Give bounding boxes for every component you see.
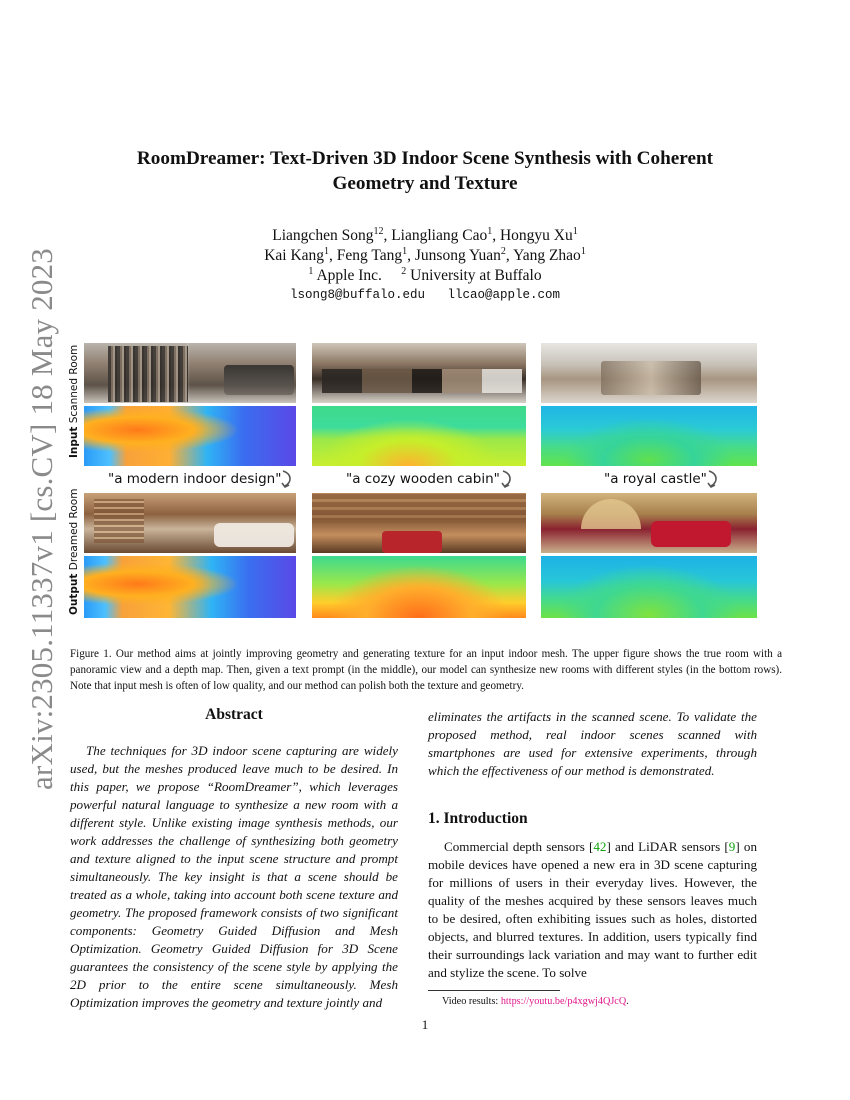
paper-title: [80, 146, 770, 196]
abstract-text: The techniques for 3D indoor scene capturing are widely used, but the meshes produced leave much to be desired. In this paper, we propose “RoomDreamer”, which leverages powerful natural language to synthesize a new room with a different style. Unlike existing image synthesis methods, our work addresses the challenge of synthesizing both geometry and texture aligned to the input scene structure and prompt simultaneously. The key insight is that a scene should be treated as a whole, taking into account both scene texture and geometry. The proposed framework consists of two significant components: Geometry Guided Diffusion and Mesh Optimization. Geometry Guided Diffusion for 3D Scene guarantees the consistency of the scene style by applying the 2D prior to the entire scene simultaneously. Mesh Optimization improves the geometry and texture jointly and: [70, 743, 398, 1010]
author-name: Liangliang Cao: [391, 227, 488, 244]
abstract-continuation: eliminates the artifacts in the scanned scene. To validate the proposed method, real indoor scenes scanned with smartphones are used for extensive experiments, through which the effectiveness of our method is demonstrated.: [428, 709, 757, 778]
figure-1: [66, 340, 766, 620]
affiliation-name: University at Buffalo: [410, 267, 542, 284]
input-depth-map-castle: [541, 406, 757, 466]
author-name: Yang Zhao: [513, 247, 581, 264]
input-depth-map-cabin: [312, 406, 526, 466]
title-line-1: RoomDreamer: Text-Driven 3D Indoor Scene Synthesis with Coherent: [136, 148, 714, 169]
intro-text-part: Commercial depth sensors [: [444, 839, 594, 854]
author-name: Hongyu Xu: [499, 227, 573, 244]
author-line-2: Kai Kang$^1$, Feng Tang$^1$, Junsong Yuan$^2$, Yang Zhao$^1$: [264, 245, 586, 264]
footnote-end: .: [626, 996, 629, 1007]
input-label-rest: Scanned Room: [68, 344, 80, 427]
affiliation-number: 2: [401, 265, 407, 277]
author-name: Liangchen Song: [272, 227, 374, 244]
output-depth-map-castle: [541, 556, 757, 618]
author-affiliation-mark: 12: [373, 225, 384, 237]
input-row-label: [68, 345, 80, 458]
introduction-paragraph: [428, 838, 757, 982]
title-line-2: Geometry and Texture: [332, 173, 518, 194]
input-label-bold: Input: [68, 426, 80, 458]
prompt-modern: "a modern indoor design": [108, 471, 282, 487]
right-column: [428, 708, 757, 1009]
author-name: Kai Kang: [264, 247, 325, 264]
output-row-label: [68, 489, 80, 615]
affiliation-number: 1: [308, 265, 314, 277]
scanned-room-image-modern: [84, 343, 296, 403]
author-affiliation-mark: 1: [402, 245, 408, 257]
output-label-bold: Output: [68, 573, 80, 615]
scanned-room-image-castle: [541, 343, 757, 403]
affiliation-line: [80, 266, 770, 286]
citation-link[interactable]: 9: [728, 839, 736, 854]
author-affiliation-mark: 1: [580, 245, 586, 257]
dreamed-room-image-castle: [541, 493, 757, 553]
introduction-heading: 1. Introduction: [428, 810, 528, 827]
output-depth-map-modern: [84, 556, 296, 618]
author-line-1: Liangchen Song$^{12}$, Liangliang Cao$^1$, Hongyu Xu$^1$: [272, 225, 578, 244]
left-column: [70, 706, 398, 1012]
page-number: 1: [421, 1017, 429, 1032]
dreamed-room-image-cabin: [312, 493, 526, 553]
curved-arrow-icon: [500, 470, 514, 490]
video-results-link[interactable]: https://youtu.be/p4xgwj4QJcQ: [500, 996, 627, 1007]
affiliation-name: Apple Inc.: [316, 267, 382, 284]
abstract-heading: Abstract: [205, 706, 263, 723]
intro-text-part: ] on mobile devices have opened a new era in 3D scene capturing for millions of users in their everyday lives. However, the quality of the meshes acquired by these sensors leaves much to be desired, often exhibiting issues such as holes, distorted objects, and blurred textures. In addition, users typically find their surroundings lack variation and may want to further edit and stylize the scene. To solve: [428, 839, 757, 980]
author-affiliation-mark: 1: [487, 225, 493, 237]
scanned-room-image-cabin: [312, 343, 526, 403]
author-block: [80, 226, 770, 286]
dreamed-room-image-modern: [84, 493, 296, 553]
prompt-castle: "a royal castle": [604, 471, 707, 487]
output-depth-map-cabin: [312, 556, 526, 618]
author-affiliation-mark: 2: [500, 245, 506, 257]
output-label-rest: Dreamed Room: [68, 488, 80, 574]
footnote: [428, 995, 757, 1009]
input-depth-map-modern: [84, 406, 296, 466]
prompt-cabin: "a cozy wooden cabin": [346, 471, 500, 487]
footnote-label: Video results:: [442, 996, 501, 1007]
author-emails: lsong8@buffalo.edu llcao@apple.com: [289, 288, 561, 302]
author-name: Junsong Yuan: [414, 247, 501, 264]
curved-arrow-icon: [280, 470, 294, 490]
arxiv-sidebar-id: arXiv:2305.11337v1 [cs.CV] 18 May 2023: [24, 247, 59, 790]
intro-text-part: ] and LiDAR sensors [: [606, 839, 729, 854]
citation-link[interactable]: 42: [593, 839, 607, 854]
author-name: Feng Tang: [336, 247, 403, 264]
author-affiliation-mark: 1: [324, 245, 330, 257]
author-affiliation-mark: 1: [572, 225, 578, 237]
footnote-divider: [428, 990, 560, 991]
curved-arrow-icon: [706, 470, 720, 490]
figure-caption: Figure 1. Our method aims at jointly improving geometry and generating texture for an input indoor mesh. The upper figure shows the true room with a panoramic view and a depth map. Then, given a text prompt (in the middle), our model can synthesize new rooms with different styles (in the bottom rows). Note that input mesh is often of low quality, and our method can polish both the texture and geometry.: [70, 648, 782, 692]
